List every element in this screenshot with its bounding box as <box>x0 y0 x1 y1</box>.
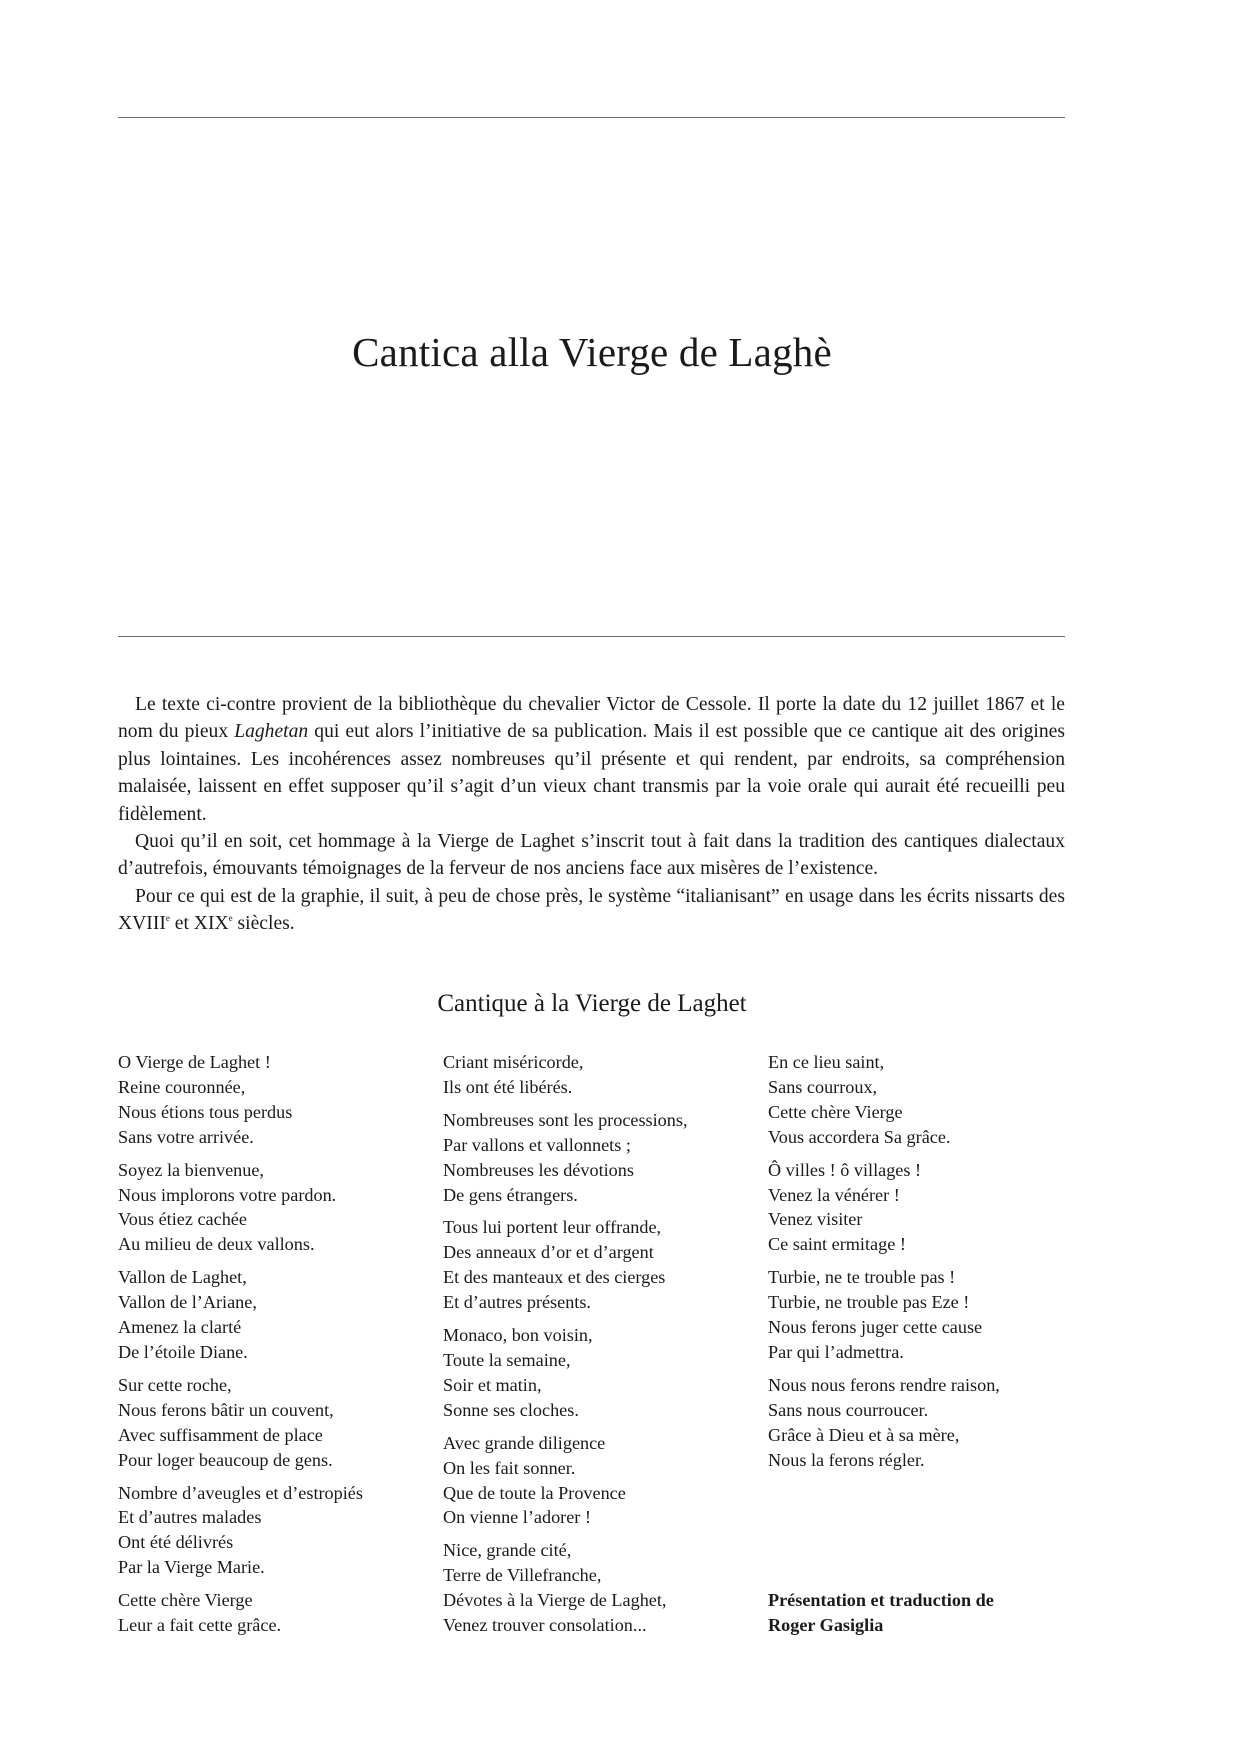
stanza <box>768 1373 1068 1473</box>
verse-line: Nous ferons juger cette cause <box>768 1317 983 1338</box>
verse-line: De gens étrangers. <box>443 1184 578 1205</box>
intro-paragraph-1 <box>118 691 1065 828</box>
verse-line: Sans courroux, <box>768 1076 878 1097</box>
intro-p3-text-b: et XIX <box>169 913 229 935</box>
poem-column-1 <box>118 1050 418 1646</box>
stanza <box>443 1050 743 1100</box>
verse-line: Nombre d’aveugles et d’estropiés <box>118 1482 363 1503</box>
verse-line: Vallon de l’Ariane, <box>118 1292 257 1313</box>
verse-line: De l’étoile Diane. <box>118 1341 248 1362</box>
verse-line: Terre de Villefranche, <box>443 1565 602 1586</box>
stanza <box>118 1265 418 1365</box>
verse-line: Pour loger beaucoup de gens. <box>118 1449 333 1470</box>
credit <box>768 1588 1068 1638</box>
verse-line: Vous accordera Sa grâce. <box>768 1126 951 1147</box>
top-rule <box>118 117 1065 118</box>
stanza <box>118 1481 418 1581</box>
stanza <box>118 1588 418 1638</box>
verse-line: Sans nous courroucer. <box>768 1399 929 1420</box>
verse-line: Cette chère Vierge <box>768 1101 903 1122</box>
stanza <box>443 1108 743 1208</box>
poem-column-3 <box>768 1050 1068 1481</box>
intro-paragraph-3 <box>118 883 1065 938</box>
century-superscript-1: e <box>165 913 170 924</box>
verse-line: Au milieu de deux vallons. <box>118 1234 315 1255</box>
verse-line: Amenez la clarté <box>118 1317 242 1338</box>
verse-line: Soir et matin, <box>443 1374 542 1395</box>
verse-line: Ont été délivrés <box>118 1532 234 1553</box>
verse-line: Et d’autres malades <box>118 1507 262 1528</box>
verse-line: Nombreuses les dévotions <box>443 1159 634 1180</box>
verse-line: Turbie, ne te trouble pas ! <box>768 1267 956 1288</box>
stanza <box>118 1158 418 1258</box>
verse-line: Avec grande diligence <box>443 1432 606 1453</box>
verse-line: Nombreuses sont les processions, <box>443 1109 688 1130</box>
stanza <box>443 1323 743 1423</box>
stanza <box>768 1265 1068 1365</box>
verse-line: Sur cette roche, <box>118 1374 232 1395</box>
stanza <box>118 1373 418 1473</box>
verse-line: Grâce à Dieu et à sa mère, <box>768 1424 960 1445</box>
verse-line: On les fait sonner. <box>443 1457 576 1478</box>
verse-line: Nice, grande cité, <box>443 1540 572 1561</box>
verse-line: Reine couronnée, <box>118 1076 246 1097</box>
verse-line: Nous ferons bâtir un couvent, <box>118 1399 334 1420</box>
verse-line: On vienne l’adorer ! <box>443 1507 591 1528</box>
intro-p3-text-a: Pour ce qui est de la graphie, il suit, à peu de chose près, le système “italianisant” en usage dans les écrits nissarts des XVIII <box>118 885 1065 935</box>
verse-line: Sonne ses cloches. <box>443 1399 579 1420</box>
verse-line: Ô villes ! ô villages ! <box>768 1159 922 1180</box>
verse-line: Monaco, bon voisin, <box>443 1325 593 1346</box>
verse-line: En ce lieu saint, <box>768 1052 885 1072</box>
intro-p1-italic-term: Laghetan <box>234 721 309 743</box>
verse-line: Nous étions tous perdus <box>118 1101 293 1122</box>
verse-line: Tous lui portent leur offrande, <box>443 1217 662 1238</box>
intro-p1-text-a: Le texte ci-contre provient de la bibliothèque du chevalier Victor de Cessole. Il porte la date du 12 juillet 1867 et le nom du pieux <box>118 694 1065 743</box>
verse-line: Venez trouver consolation... <box>443 1615 647 1636</box>
verse-line: O Vierge de Laghet ! <box>118 1052 271 1072</box>
verse-line: Sans votre arrivée. <box>118 1126 254 1147</box>
verse-line: Criant miséricorde, <box>443 1052 584 1072</box>
credit-author: Roger Gasiglia <box>768 1614 884 1635</box>
verse-line: Nous la ferons régler. <box>768 1449 925 1470</box>
verse-line: Vous étiez cachée <box>118 1209 247 1230</box>
verse-line: Nous nous ferons rendre raison, <box>768 1374 1000 1395</box>
intro-p3-text-c: siècles. <box>232 913 295 935</box>
stanza <box>768 1158 1068 1258</box>
verse-line: Cette chère Vierge <box>118 1590 253 1611</box>
verse-line: Nous implorons votre pardon. <box>118 1184 337 1205</box>
stanza <box>443 1431 743 1531</box>
century-superscript-2: e <box>228 913 233 924</box>
verse-line: Venez la vénérer ! <box>768 1184 900 1205</box>
verse-line: Dévotes à la Vierge de Laghet, <box>443 1590 667 1611</box>
verse-line: Des anneaux d’or et d’argent <box>443 1242 654 1263</box>
stanza <box>118 1050 418 1150</box>
intro-paragraph-2: Quoi qu’il en soit, cet hommage à la Vierge de Laghet s’inscrit tout à fait dans la tradition des cantiques dialectaux d’autrefois, émouvants témoignages de la ferveur de nos anciens face aux misères de l’existence. <box>118 831 1065 880</box>
stanza <box>443 1538 743 1638</box>
verse-line: Turbie, ne trouble pas Eze ! <box>768 1292 970 1313</box>
verse-line: Par la Vierge Marie. <box>118 1557 265 1578</box>
verse-line: Avec suffisamment de place <box>118 1424 323 1445</box>
title-bottom-rule <box>118 636 1065 637</box>
verse-line: Leur a fait cette grâce. <box>118 1615 282 1636</box>
verse-line: Ils ont été libérés. <box>443 1076 573 1097</box>
verse-line: Et des manteaux et des cierges <box>443 1267 666 1288</box>
verse-line: Par vallons et vallonnets ; <box>443 1134 631 1155</box>
verse-line: Venez visiter <box>768 1209 863 1230</box>
verse-line: Par qui l’admettra. <box>768 1341 904 1362</box>
poem-title: Cantique à la Vierge de Laghet <box>437 990 747 1017</box>
verse-line: Que de toute la Provence <box>443 1482 626 1503</box>
credit-line-1: Présentation et traduction de <box>768 1590 994 1610</box>
introduction <box>118 691 1065 938</box>
verse-line: Vallon de Laghet, <box>118 1267 247 1288</box>
stanza <box>768 1050 1068 1150</box>
intro-p1-text-b: qui eut alors l’initiative de sa publication. Mais il est possible que ce cantique ait des origines plus lointaines. Les incohérences assez nombreuses qu’il présente et qui rendent, par endroits, sa compréhension malaisée, laissent en effet supposer qu’il s’agit d’un vieux chant transmis par la voie orale qui aurait été recueilli peu fidèlement. <box>118 721 1065 825</box>
verse-line: Soyez la bienvenue, <box>118 1159 264 1180</box>
page-title: Cantica alla Vierge de Laghè <box>352 329 832 375</box>
verse-line: Et d’autres présents. <box>443 1292 591 1313</box>
verse-line: Ce saint ermitage ! <box>768 1234 906 1255</box>
poem-column-2 <box>443 1050 743 1646</box>
stanza <box>443 1215 743 1315</box>
verse-line: Toute la semaine, <box>443 1349 571 1370</box>
